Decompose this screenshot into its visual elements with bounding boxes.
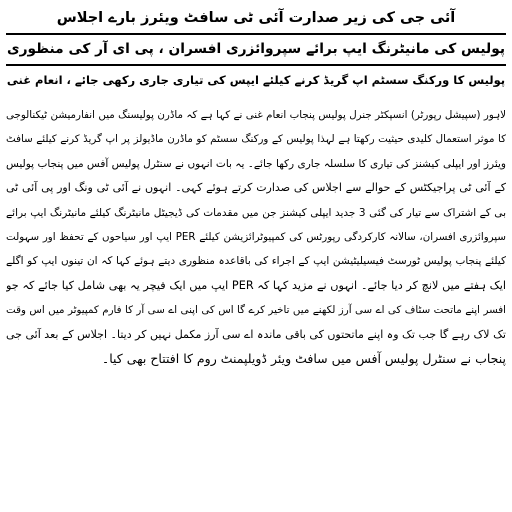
body-line: لاہور (سپیشل رپورٹر) انسپکٹر جنرل پولیس پنجاب انعام غنی نے کہا ہے کہ ماڈرن پولیسنگ میں انفارمیشن ٹیکنالوجی xyxy=(6,109,506,121)
body-line: ویئرز اور ایپلی کیشنز کی تیاری کا سلسلہ جاری رکھا جائے۔ یہ بات انہوں نے سنٹرل پولیس آفس میں پنجاب پولیس xyxy=(6,157,506,170)
body-line: سپروائزری افسران، سالانہ کارکردگی رپورٹس کی کمپیوٹرائزیشن کیلئے PER ایپ اور سیاحوں کے تحفظ اور سہولت xyxy=(6,230,506,243)
body-line: ایک ہفتے میں لانچ کر دیا جائے۔ انہوں نے مزید کہا کہ PER ایپ میں ایک فیچر یہ بھی شامل کیا جائے کہ جو xyxy=(6,278,506,292)
headline-1: آئی جی کی زیر صدارت آئی ٹی سافٹ ویئرز بارے اجلاس xyxy=(6,4,506,35)
headline-2: پولیس کی مانیٹرنگ ایپ برائے سپروائزری افسران ، پی ای آر کی منظوری xyxy=(6,35,506,66)
body-line: پنجاب نے سنٹرل پولیس آفس میں سافٹ ویئر ڈویلپمنٹ روم کا افتتاح بھی کیا۔ xyxy=(101,350,506,366)
body-line: بی کے اشتراک سے تیار کی گئی 3 جدید ایپلی کیشنز جن میں مقدمات کی ڈیجیٹل مانیٹرنگ کیلئے مانیٹرنگ ایپ برائے xyxy=(6,206,506,219)
article-body xyxy=(6,103,506,371)
body-line: تک لاک رہے گا جب تک وہ اپنے ماتحتوں کی باقی ماندہ اے سی آرز مکمل نہیں کر دیتا۔ اجلاس کے بعد آئی جی xyxy=(6,327,506,341)
headline-3: پولیس کا ورکنگ سسٹم اپ گریڈ کرنے کیلئے ایپس کی تیاری جاری رکھی جائے ، انعام غنی xyxy=(6,73,506,87)
body-line: کے آئی ٹی پراجیکٹس کے حوالے سے اجلاس کی صدارت کرتے ہوئے کہی۔ انہوں نے آئی ٹی ونگ اور پی آئی ٹی xyxy=(6,181,506,195)
body-line: کیلئے پنجاب پولیس ٹورسٹ فیسیلیٹیشن ایپ کے اجراء کی باقاعدہ منظوری دیتے ہوئے کہا کہ ان تینوں ایپ کو اگلے xyxy=(6,255,506,268)
body-line: افسر اپنے ماتحت سٹاف کی اے سی آرز لکھنے میں تاخیر کرے گا اس کی اپنی اے سی آر کا فارم کمپیوٹر میں اس وقت xyxy=(6,304,506,317)
body-line: کا موثر استعمال کلیدی حیثیت رکھتا ہے لہذا پولیس کے ورکنگ سسٹم کو ماڈرن ماڈیولز پر اپ گریڈ کرنے کیلئے سافٹ xyxy=(6,133,506,146)
